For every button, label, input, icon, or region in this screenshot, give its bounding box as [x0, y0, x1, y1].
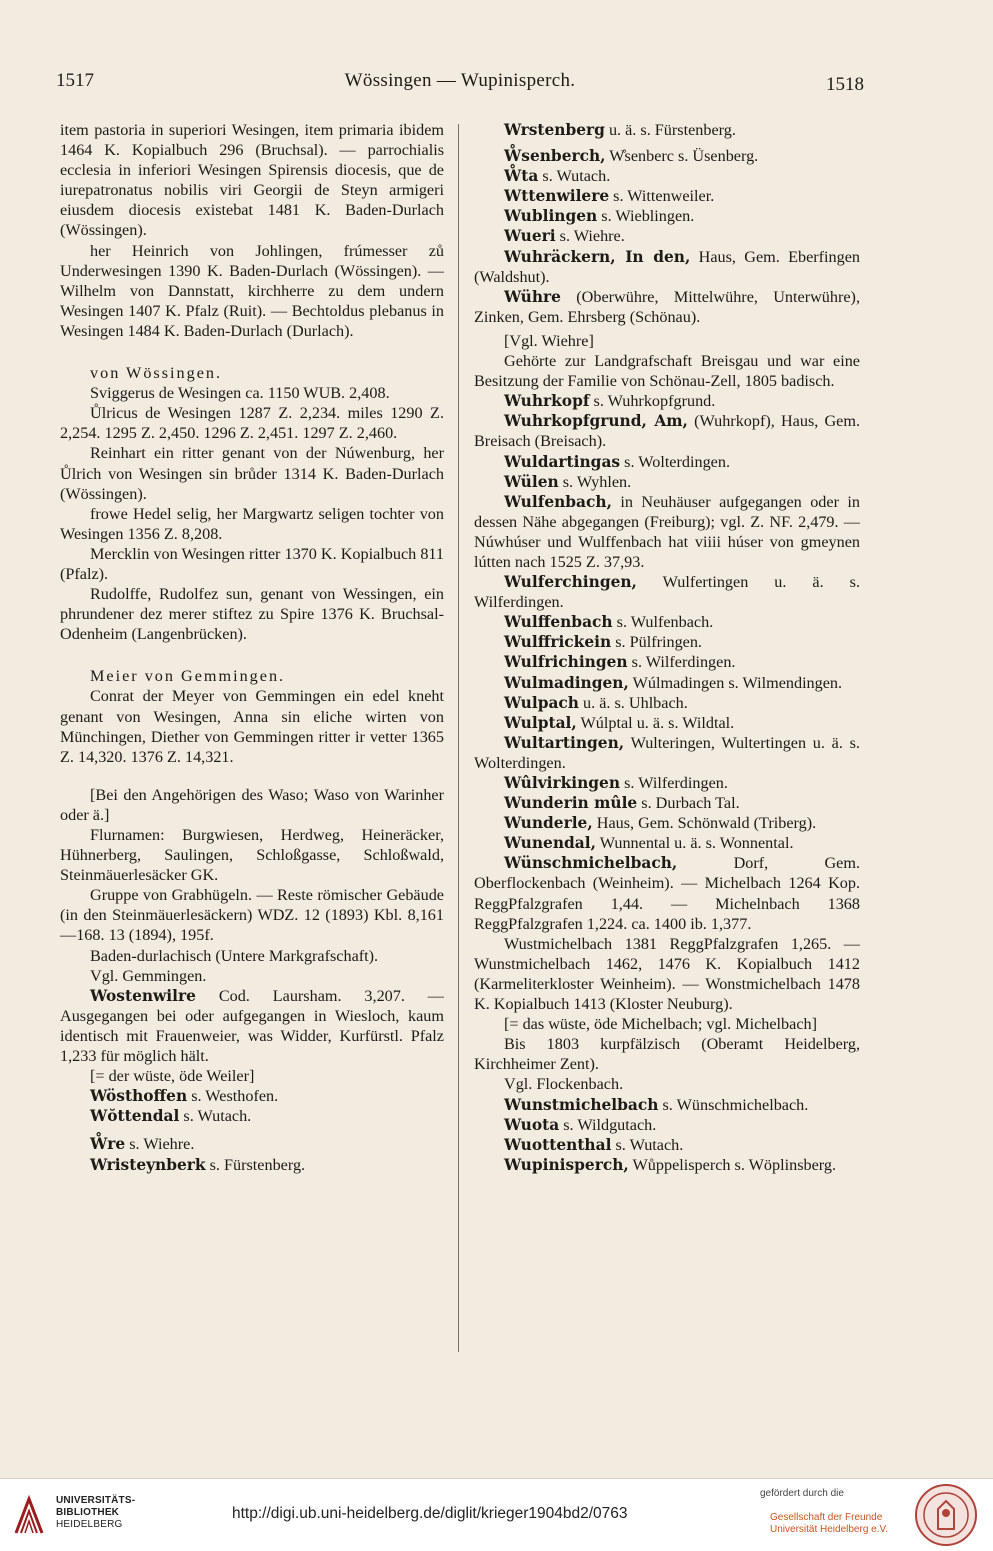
entry-text: s. Wutach.	[542, 167, 611, 186]
entry	[474, 813, 860, 833]
page-number-left: 1517	[56, 70, 94, 91]
entry	[474, 411, 860, 451]
entry-text: (Oberwühre, Mittelwühre, Unterwühre), Zinken, Gem. Ehrsberg (Schönau).	[474, 287, 860, 326]
entry-lemma: Wuottenthal	[504, 1135, 612, 1154]
entry-lemma: Wulffenbach	[504, 613, 613, 632]
entry	[474, 472, 860, 492]
entry	[474, 452, 860, 472]
entry-lemma: Wupinisperch,	[504, 1155, 629, 1174]
sponsor-name-line: Gesellschaft der Freunde	[770, 1512, 883, 1523]
entry	[60, 1155, 444, 1175]
entry-lemma: Wulffrickein	[504, 633, 612, 652]
entry	[474, 572, 860, 612]
entry	[474, 492, 860, 572]
library-name-line: HEIDELBERG	[56, 1519, 123, 1530]
entry-text: s. Wilferdingen.	[631, 653, 736, 672]
entry-text: s. Wutach.	[183, 1107, 252, 1126]
entry	[60, 1134, 444, 1154]
entry	[474, 853, 860, 933]
paragraph: [= der wüste, öde Weiler]	[90, 1067, 255, 1086]
entry	[474, 247, 860, 287]
entry-text: u. ä. s. Uhlbach.	[583, 693, 688, 712]
entry-text: s. Wildgutach.	[563, 1115, 657, 1134]
entry-lemma: Wösthoffen	[90, 1087, 188, 1106]
paragraph: frowe Hedel selig, her Margwartz seligen tochter von Wesingen 1356 Z. 8,208.	[60, 504, 444, 543]
entry-lemma: W̊ta	[504, 167, 539, 186]
entry-text: s. Wittenweiler.	[613, 187, 715, 206]
entry-lemma: Wŏttendal	[90, 1107, 180, 1126]
viewer-footer	[0, 1478, 993, 1551]
paragraph: [Vgl. Wiehre]	[504, 331, 594, 350]
entry-text: s. Wulfenbach.	[616, 613, 714, 632]
entry-lemma: Wulmadingen,	[504, 673, 629, 692]
entry	[60, 1086, 444, 1106]
entry	[474, 166, 860, 186]
entry	[474, 612, 860, 632]
entry-lemma: Wunstmichelbach	[504, 1095, 659, 1114]
library-name	[56, 1495, 135, 1531]
entry-text: Haus, Gem. Schönwald (Triberg).	[596, 814, 817, 833]
paragraph: [= das wüste, öde Michelbach; vgl. Michelbach]	[504, 1015, 818, 1034]
library-name-line: UNIVERSITÄTS-	[56, 1495, 136, 1506]
entry-lemma: Wuldartingas	[504, 452, 621, 471]
entry-lemma: Wulfenbach,	[504, 492, 612, 511]
paragraph: Mercklin von Wesingen ritter 1370 K. Kopialbuch 811 (Pfalz).	[60, 544, 444, 583]
entry	[474, 391, 860, 411]
sponsor-name	[770, 1512, 888, 1536]
entry-lemma: Wuhrkopf	[504, 392, 590, 411]
entry-text: Wúlmadingen s. Wilmendingen.	[632, 673, 843, 692]
section-heading: Meier von Gemmingen.	[90, 667, 286, 686]
entry-text: s. Wünschmichelbach.	[662, 1095, 809, 1114]
entry-text: Wulteringen, Wultertingen u. ä. s. Wolterdingen.	[474, 733, 860, 772]
paragraph: Rudolffe, Rudolfez sun, genant von Wessingen, ein phrundener dez merer stiftez zu Spire 1376 K. Bruchsal-Odenheim (Langenbrücken).	[60, 585, 444, 644]
entry	[474, 673, 860, 693]
sponsor-name-line: Universität Heidelberg e.V.	[770, 1524, 889, 1535]
permalink[interactable]: http://digi.ub.uni-heidelberg.de/diglit/krieger1904bd2/0763	[232, 1505, 628, 1522]
entry-lemma: Wulptal,	[504, 713, 577, 732]
paragraph: Gehörte zur Landgrafschaft Breisgau und war eine Besitzung der Familie von Schönau-Zell, 1805 badisch.	[474, 352, 860, 391]
entry-lemma: Wulfrichingen	[504, 653, 628, 672]
entry-lemma: Wühre	[504, 287, 561, 306]
entry-text: s. Wuhrkopfgrund.	[593, 392, 716, 411]
paragraph: Baden-durlachisch (Untere Markgrafschaft).	[90, 946, 379, 965]
entry	[474, 206, 860, 226]
entry-lemma: W̊re	[90, 1135, 126, 1154]
entry-text: s. Wiehre.	[129, 1135, 195, 1154]
library-name-line: BIBLIOTHEK	[56, 1507, 120, 1518]
section-heading: von Wössingen.	[90, 364, 223, 383]
entry-lemma: Wttenwilere	[504, 187, 610, 206]
entry	[474, 793, 860, 813]
entry-lemma: Wostenwilre	[90, 986, 196, 1005]
entry	[474, 287, 860, 327]
entry-text: Wůppelisperch s. Wöplinsberg.	[632, 1155, 837, 1174]
entry-lemma: Wunderin mûle	[504, 794, 638, 813]
paragraph: Vgl. Gemmingen.	[90, 966, 207, 985]
right-column	[474, 120, 860, 1175]
entry-text: Dorf, Gem. Oberflockenbach (Weinheim). — Michelbach 1264 Kop. ReggPfalzgrafen 1,44. — Michelnbach 1368 ReggPfalzgrafen 1,224. ca. 1400 ib. 1,377.	[474, 854, 860, 933]
entry-text: s. Wiehre.	[559, 227, 625, 246]
running-title: Wössingen — Wupinisperch.	[344, 70, 576, 91]
entry-lemma: Wueri	[504, 227, 556, 246]
entry-text: Wúlptal u. ä. s. Wildtal.	[580, 713, 735, 732]
entry-text: in Neuhäuser aufgegangen oder in dessen Nähe abgegangen (Freiburg); vgl. Z. NF. 2,479. — Núwhúser und Wulffenbach hat viiii húser von gmeynen lútten nach 1525 Z. 37,93.	[474, 492, 860, 571]
sponsor-label: gefördert durch die	[760, 1488, 844, 1499]
entry-text: s. Pülfringen.	[615, 633, 702, 652]
paragraph: Ůlricus de Wesingen 1287 Z. 2,234. miles 1290 Z. 2,254. 1295 Z. 2,450. 1296 Z. 2,451. 1297 Z. 2,460.	[60, 404, 444, 443]
entry-text: (Wuhrkopf), Haus, Gem. Breisach (Breisach).	[474, 412, 860, 451]
entry-lemma: Wünschmichelbach,	[504, 854, 678, 873]
paragraph: Gruppe von Grabhügeln. — Reste römischer Gebäude (in den Steinmäuerlesäckern) WDZ. 12 (1893) Kbl. 8,161—168. 13 (1894), 195f.	[60, 886, 444, 945]
paragraph: [Bei den Angehörigen des Waso; Waso von Warinher oder ä.]	[60, 785, 444, 824]
entry-lemma: Wultartingen,	[504, 733, 625, 752]
paragraph: Bis 1803 kurpfälzisch (Oberamt Heidelberg, Kirchheimer Zent).	[474, 1035, 860, 1074]
entry-lemma: Wunderle,	[504, 814, 593, 833]
entry-text: s. Fürstenberg.	[209, 1155, 306, 1174]
entry-lemma: Wunendal,	[504, 834, 596, 853]
entry-text: s. Durbach Tal.	[641, 794, 740, 813]
paragraph: item pastoria in superiori Wesingen, item primaria ibidem 1464 K. Kopialbuch 296 (Bruchsal). — parrochialis ecclesia in inferiori Wesingen Spirensis diocesis, que de iurepatronatus nobilis viri Georgii de Steyn armigeri eiusdem diocesis existebat 1481 K. Baden-Durlach (Wössingen).	[60, 121, 444, 240]
paragraph: Flurnamen: Burgwiesen, Herdweg, Heineräcker, Hühnerberg, Saulingen, Schloßgasse, Schloßwald, Steinmäuerlesäcker GK.	[60, 826, 444, 885]
left-column	[60, 120, 444, 1175]
entry-text: s. Wieblingen.	[601, 207, 695, 226]
entry	[474, 773, 860, 793]
entry-text: s. Wutach.	[615, 1135, 684, 1154]
paragraph: her Heinrich von Johlingen, frúmesser zů Underwesingen 1390 K. Baden-Durlach (Wössingen). — Wilhelm von Dannstatt, kirchherre zu dem undern Wesingen 1407 K. Pfalz (Ruit). — Bechtoldus plebanus in Wesingen 1484 K. Baden-Durlach (Durlach).	[60, 241, 444, 340]
entry	[60, 1106, 444, 1126]
entry	[474, 713, 860, 733]
entry-text: s. Wyhlen.	[562, 472, 632, 491]
entry-lemma: Wulferchingen,	[504, 573, 637, 592]
entry-lemma: Wuhräckern, In den,	[504, 247, 691, 266]
paragraph: Sviggerus de Wesingen ca. 1150 WUB. 2,408.	[90, 384, 390, 403]
university-seal-icon	[914, 1483, 978, 1547]
entry-text: u. ä. s. Fürstenberg.	[608, 121, 736, 139]
entry	[474, 833, 860, 853]
entry-lemma: W̊senberch,	[504, 147, 606, 166]
entry-lemma: Wûlvirkingen	[504, 774, 621, 792]
entry	[474, 1155, 860, 1175]
entry-lemma: Wulpach	[504, 693, 579, 712]
entry	[474, 693, 860, 713]
entry	[474, 226, 860, 246]
entry-lemma: Wuota	[504, 1115, 560, 1134]
entry	[474, 1115, 860, 1135]
paragraph: Reinhart ein ritter genant von der Núwenburg, her Ůlrich von Wesingen sin brůder 1314 K. Baden-Durlach (Wössingen).	[60, 444, 444, 503]
entry	[474, 120, 860, 140]
entry	[474, 632, 860, 652]
entry	[474, 733, 860, 773]
entry	[474, 1095, 860, 1115]
page-header	[56, 64, 864, 98]
entry	[474, 1135, 860, 1155]
entry	[60, 986, 444, 1066]
paragraph: Conrat der Meyer von Gemmingen ein edel kneht genant von Wesingen, Anna sin eliche wirten von Münchingen, Diether von Gemmingen ritter ir vetter 1365 Z. 14,320. 1376 Z. 14,321.	[60, 687, 444, 766]
paragraph: Vgl. Flockenbach.	[504, 1075, 624, 1094]
ub-heidelberg-logo-icon	[12, 1493, 46, 1537]
entry-text: s. Westhofen.	[191, 1087, 279, 1106]
entry	[474, 652, 860, 672]
entry	[474, 186, 860, 206]
column-divider	[458, 124, 459, 1352]
entry-text: Wulfertingen u. ä. s. Wilferdingen.	[474, 573, 860, 612]
entry-text: Cod. Laursham. 3,207. — Ausgegangen bei oder aufgegangen in Wiesloch, kaum identisch mit Frauenweier, was Widder, Kurfürstl. Pfalz 1,233 für möglich hält.	[60, 986, 444, 1066]
entry-lemma: Wrstenberg	[504, 121, 605, 139]
entry	[474, 146, 860, 166]
paragraph: Wustmichelbach 1381 ReggPfalzgrafen 1,265. — Wunstmichelbach 1462, 1476 K. Kopialbuch 1412 (Karmeliterkloster Weinheim). — Wonstmichelbach 1478 K. Kopialbuch 1413 (Kloster Neuburg).	[474, 934, 860, 1014]
entry-text: Haus, Gem. Eberfingen (Waldshut).	[474, 247, 861, 286]
entry-lemma: Wülen	[504, 472, 559, 491]
entry-text: s. Wolterdingen.	[624, 452, 730, 471]
entry-lemma: Wuhrkopfgrund, Am,	[504, 412, 688, 431]
entry-text: W̊senberc s. Üsenberg.	[609, 147, 759, 166]
entry-text: s. Wilferdingen.	[624, 774, 728, 792]
entry-lemma: Wublingen	[504, 207, 598, 226]
page-number-right: 1518	[826, 74, 864, 95]
entry-text: Wunnental u. ä. s. Wonnental.	[599, 834, 794, 853]
entry-lemma: Wristeynberk	[90, 1155, 206, 1174]
